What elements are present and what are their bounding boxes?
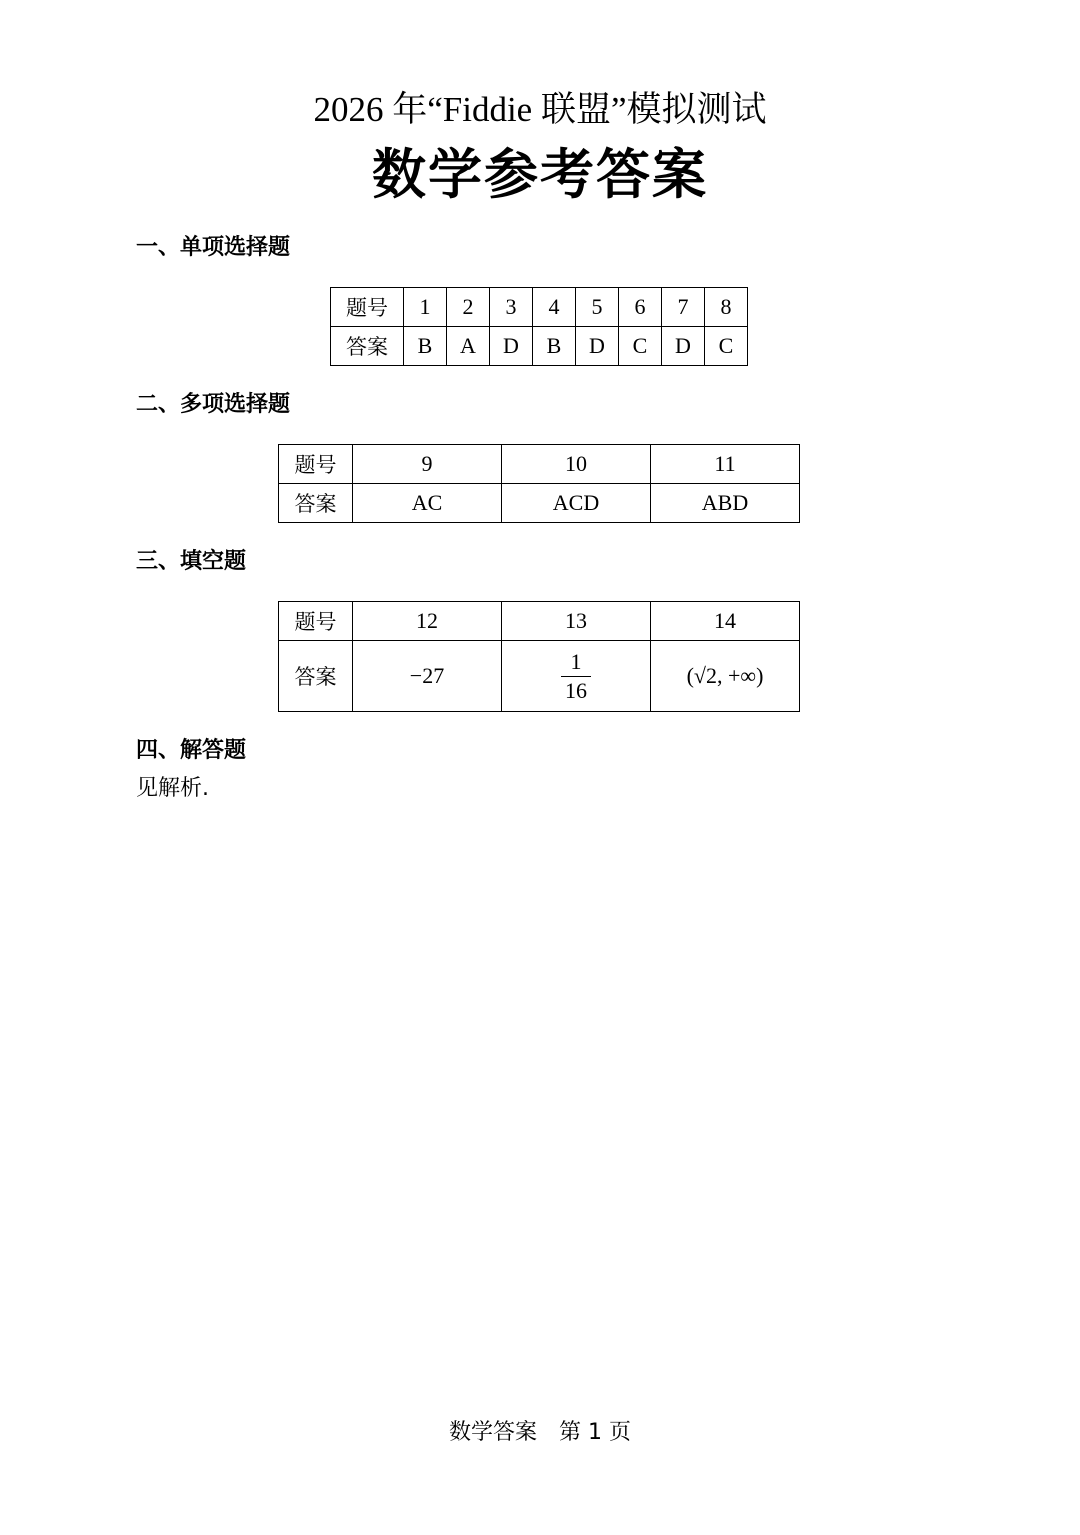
answer-cell: D <box>576 327 619 366</box>
answer-cell: (√2, +∞) <box>651 641 800 712</box>
solutions-text: 见解析. <box>136 776 209 801</box>
question-number-cell: 10 <box>502 445 651 484</box>
answer-cell: ABD <box>651 484 800 523</box>
page-footer: 数学答案 第 1 页 <box>449 1420 631 1445</box>
question-number-cell: 1 <box>404 288 447 327</box>
exam-subtitle: 2026 年“Fiddie 联盟”模拟测试 <box>313 90 767 129</box>
answer-cell: B <box>404 327 447 366</box>
answer-cell: D <box>490 327 533 366</box>
question-number-cell: 2 <box>447 288 490 327</box>
question-number-cell: 12 <box>353 602 502 641</box>
answer-cell: AC <box>353 484 502 523</box>
question-number-cell: 4 <box>533 288 576 327</box>
answer-cell: A <box>447 327 490 366</box>
row-label-question-number: 题号 <box>331 288 404 327</box>
table-row-answers <box>331 327 748 366</box>
multi-choice-answer-table <box>278 444 800 523</box>
question-number-cell: 13 <box>502 602 651 641</box>
answer-cell: −27 <box>353 641 502 712</box>
answer-cell: ACD <box>502 484 651 523</box>
question-number-cell: 3 <box>490 288 533 327</box>
table-row-answers <box>279 641 800 712</box>
section-heading-fill-blank: 三、填空题 <box>136 549 247 574</box>
section-heading-multi-choice: 二、多项选择题 <box>136 392 291 417</box>
question-number-cell: 6 <box>619 288 662 327</box>
page-title: 数学参考答案 <box>372 143 708 206</box>
question-number-cell: 9 <box>353 445 502 484</box>
answer-cell: B <box>533 327 576 366</box>
row-label-answer: 答案 <box>279 641 353 712</box>
single-choice-answer-table <box>330 287 748 366</box>
question-number-cell: 8 <box>705 288 748 327</box>
fraction-denominator: 16 <box>565 677 587 703</box>
row-label-question-number: 题号 <box>279 445 353 484</box>
answer-cell: D <box>662 327 705 366</box>
table-row-numbers <box>331 288 748 327</box>
answer-cell-fraction <box>502 641 651 712</box>
section-heading-single-choice: 一、单项选择题 <box>136 235 291 260</box>
table-row-answers <box>279 484 800 523</box>
question-number-cell: 11 <box>651 445 800 484</box>
question-number-cell: 5 <box>576 288 619 327</box>
fraction <box>561 648 591 705</box>
section-heading-solutions: 四、解答题 <box>136 738 247 763</box>
table-row-numbers <box>279 445 800 484</box>
fill-blank-answer-table <box>278 601 800 712</box>
table-row-numbers <box>279 602 800 641</box>
answer-cell: C <box>705 327 748 366</box>
question-number-cell: 7 <box>662 288 705 327</box>
question-number-cell: 14 <box>651 602 800 641</box>
row-label-question-number: 题号 <box>279 602 353 641</box>
row-label-answer: 答案 <box>279 484 353 523</box>
row-label-answer: 答案 <box>331 327 404 366</box>
fraction-numerator: 1 <box>561 648 591 677</box>
answer-cell: C <box>619 327 662 366</box>
